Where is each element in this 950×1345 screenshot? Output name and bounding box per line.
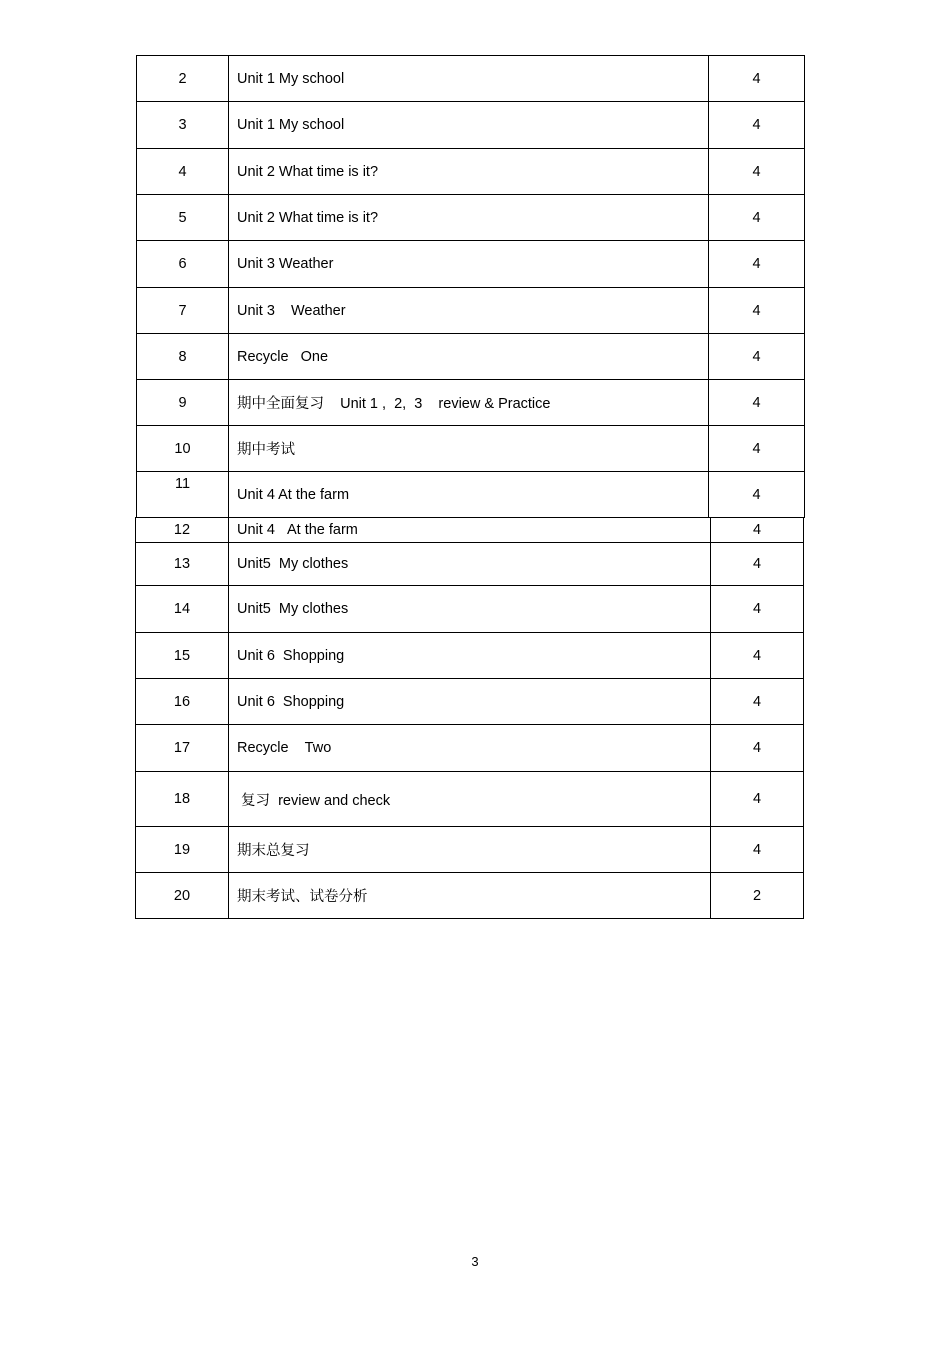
class-hours: 4 (709, 288, 805, 334)
table-row (136, 827, 804, 873)
class-hours: 4 (711, 543, 804, 586)
class-hours: 4 (709, 56, 805, 102)
table-row (136, 873, 804, 919)
class-hours: 4 (709, 426, 805, 472)
class-hours: 4 (709, 472, 805, 518)
class-hours: 4 (711, 679, 804, 725)
table-row (136, 725, 804, 772)
class-hours: 4 (711, 827, 804, 873)
week-number: 10 (137, 426, 229, 472)
lesson-content: 期中全面复习 Unit 1 , 2, 3 review & Practice (229, 380, 709, 426)
lesson-content: Unit 3 Weather (229, 241, 709, 288)
class-hours: 4 (709, 195, 805, 241)
week-number: 5 (137, 195, 229, 241)
class-hours: 2 (711, 873, 804, 919)
table-row (137, 472, 805, 518)
table-row (136, 543, 804, 586)
table-row (136, 586, 804, 633)
week-number: 18 (136, 772, 229, 827)
table-row (137, 149, 805, 195)
schedule-table-upper (136, 55, 805, 518)
table-row (136, 518, 804, 543)
week-number: 4 (137, 149, 229, 195)
lesson-content: Recycle One (229, 334, 709, 380)
table-row (137, 334, 805, 380)
table-row (137, 241, 805, 288)
week-number: 17 (136, 725, 229, 772)
lesson-content: Unit 4 At the farm (229, 518, 711, 543)
table-row (137, 380, 805, 426)
class-hours: 4 (709, 149, 805, 195)
lesson-content: Unit 3 Weather (229, 288, 709, 334)
lesson-content: 复习 review and check (229, 772, 711, 827)
week-number: 15 (136, 633, 229, 679)
lesson-content: Recycle Two (229, 725, 711, 772)
week-number: 3 (137, 102, 229, 149)
week-number: 9 (137, 380, 229, 426)
lesson-content: Unit 6 Shopping (229, 633, 711, 679)
lesson-content: Unit 4 At the farm (229, 472, 709, 518)
class-hours: 4 (709, 102, 805, 149)
week-number: 8 (137, 334, 229, 380)
week-number: 16 (136, 679, 229, 725)
week-number: 14 (136, 586, 229, 633)
week-number: 11 (137, 472, 229, 518)
class-hours: 4 (709, 241, 805, 288)
lesson-content: Unit 2 What time is it? (229, 195, 709, 241)
table-row (137, 288, 805, 334)
lesson-content: 期末总复习 (229, 827, 711, 873)
week-number: 12 (136, 518, 229, 543)
table-row (136, 772, 804, 827)
lesson-content: Unit 6 Shopping (229, 679, 711, 725)
week-number: 13 (136, 543, 229, 586)
table-row (136, 679, 804, 725)
table-row (137, 195, 805, 241)
table-row (137, 56, 805, 102)
table-row (137, 426, 805, 472)
lesson-content: Unit5 My clothes (229, 586, 711, 633)
table-row (137, 102, 805, 149)
class-hours: 4 (711, 772, 804, 827)
lesson-content: Unit 1 My school (229, 102, 709, 149)
class-hours: 4 (709, 334, 805, 380)
class-hours: 4 (709, 380, 805, 426)
schedule-table-lower (135, 517, 804, 919)
week-number: 2 (137, 56, 229, 102)
week-number: 7 (137, 288, 229, 334)
week-number: 20 (136, 873, 229, 919)
lesson-content: 期末考试、试卷分析 (229, 873, 711, 919)
class-hours: 4 (711, 725, 804, 772)
week-number: 6 (137, 241, 229, 288)
lesson-content: Unit5 My clothes (229, 543, 711, 586)
week-number: 19 (136, 827, 229, 873)
lesson-content: 期中考试 (229, 426, 709, 472)
lesson-content: Unit 2 What time is it? (229, 149, 709, 195)
lesson-content: Unit 1 My school (229, 56, 709, 102)
class-hours: 4 (711, 518, 804, 543)
class-hours: 4 (711, 586, 804, 633)
table-row (136, 633, 804, 679)
class-hours: 4 (711, 633, 804, 679)
page-number: 3 (471, 1254, 479, 1269)
